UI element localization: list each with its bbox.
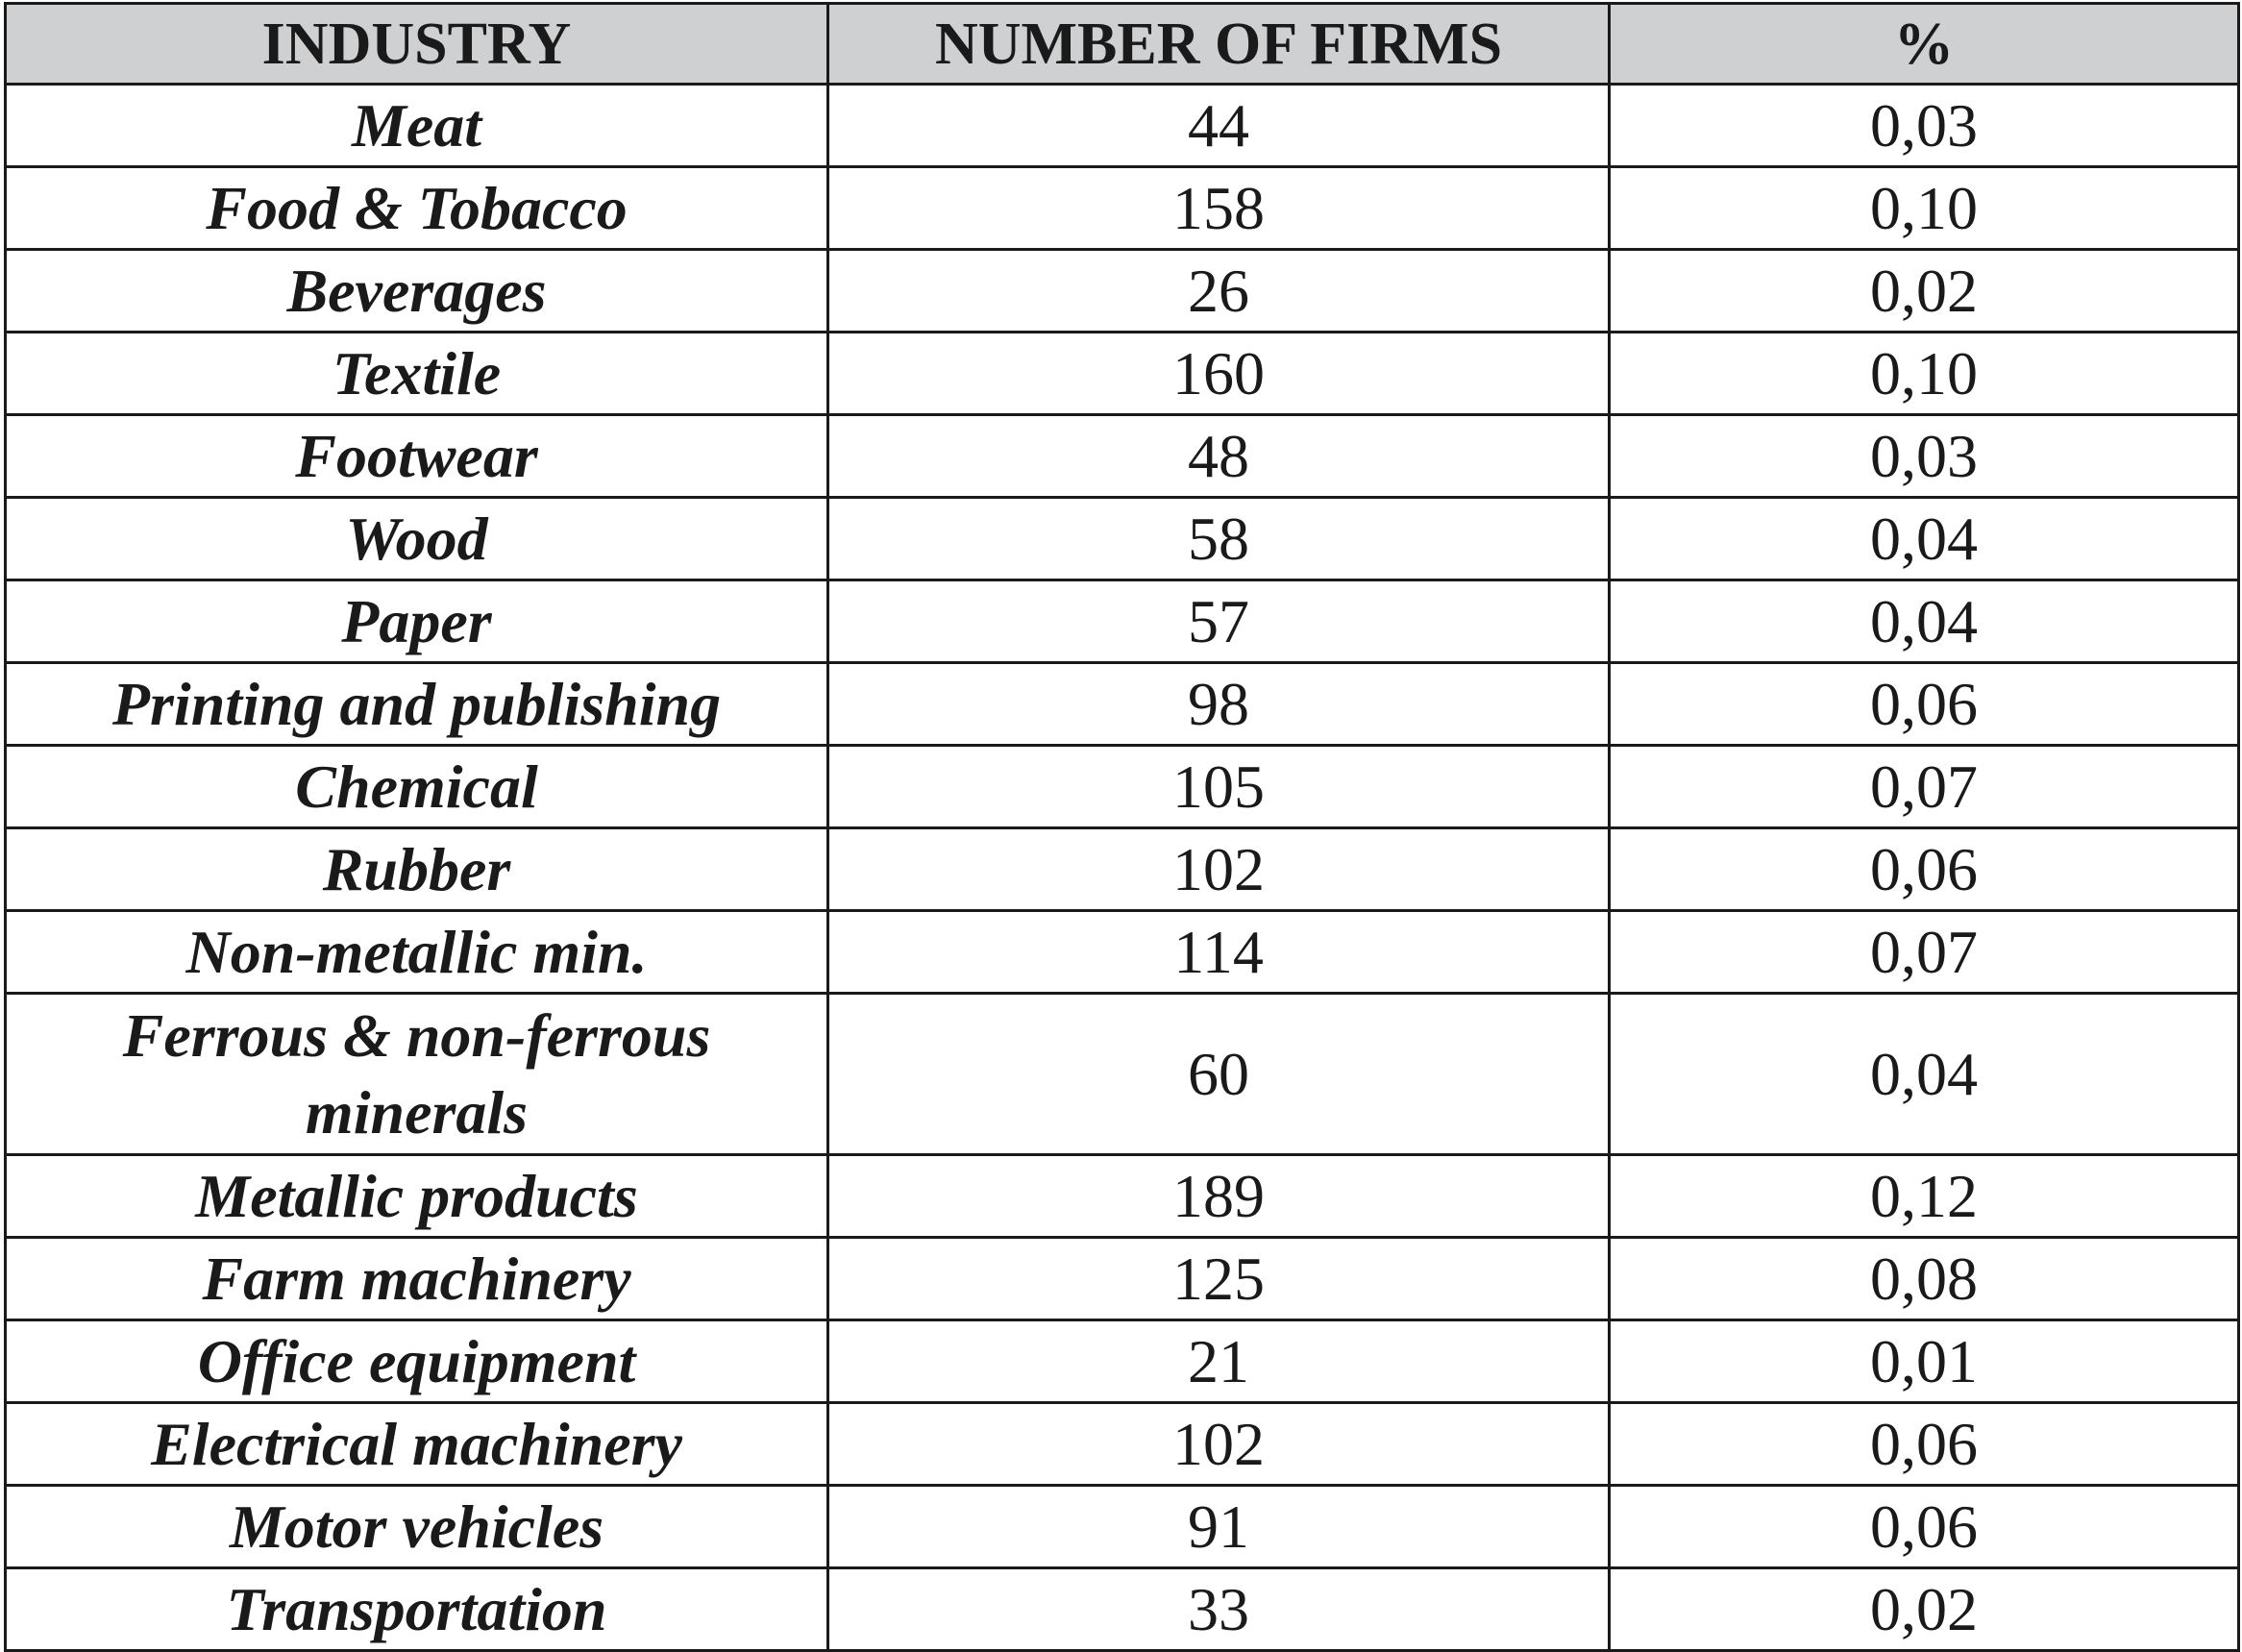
industry-cell: Chemical [6, 746, 828, 828]
firms-cell: 125 [828, 1238, 1610, 1320]
percent-cell: 0,10 [1610, 167, 2239, 250]
industry-cell: Beverages [6, 250, 828, 333]
header-number-of-firms: NUMBER OF FIRMS [828, 4, 1610, 85]
percent-cell: 0,02 [1610, 250, 2239, 333]
firms-cell: 33 [828, 1568, 1610, 1651]
percent-cell: 0,12 [1610, 1155, 2239, 1238]
table-row [6, 1320, 2239, 1403]
table-row [6, 333, 2239, 415]
firms-cell: 48 [828, 415, 1610, 498]
percent-cell: 0,07 [1610, 746, 2239, 828]
industry-cell: Rubber [6, 828, 828, 911]
industry-cell: Paper [6, 580, 828, 663]
industry-cell: Non-metallic min. [6, 911, 828, 994]
table-row [6, 1155, 2239, 1238]
table-row [6, 911, 2239, 994]
percent-cell: 0,01 [1610, 1320, 2239, 1403]
percent-cell: 0,03 [1610, 415, 2239, 498]
percent-cell: 0,08 [1610, 1238, 2239, 1320]
industry-cell: Meat [6, 85, 828, 167]
percent-cell: 0,07 [1610, 911, 2239, 994]
industry-cell: Textile [6, 333, 828, 415]
header-industry: INDUSTRY [6, 4, 828, 85]
percent-cell: 0,06 [1610, 1403, 2239, 1486]
percent-cell: 0,03 [1610, 85, 2239, 167]
industry-cell: Footwear [6, 415, 828, 498]
industry-cell: Motor vehicles [6, 1486, 828, 1568]
table-header-row [6, 4, 2239, 85]
percent-cell: 0,04 [1610, 580, 2239, 663]
percent-cell: 0,06 [1610, 663, 2239, 746]
firms-cell: 58 [828, 498, 1610, 580]
header-percent: % [1610, 4, 2239, 85]
firms-cell: 114 [828, 911, 1610, 994]
firms-cell: 26 [828, 250, 1610, 333]
percent-cell: 0,10 [1610, 333, 2239, 415]
table-row [6, 415, 2239, 498]
industry-cell: Office equipment [6, 1320, 828, 1403]
percent-cell: 0,06 [1610, 1486, 2239, 1568]
industry-cell: Transportation [6, 1568, 828, 1651]
firms-cell: 102 [828, 1403, 1610, 1486]
table-row [6, 1486, 2239, 1568]
firms-cell: 60 [828, 994, 1610, 1155]
industry-cell: Wood [6, 498, 828, 580]
table-row [6, 85, 2239, 167]
industry-cell: Food & Tobacco [6, 167, 828, 250]
firms-cell: 57 [828, 580, 1610, 663]
firms-cell: 98 [828, 663, 1610, 746]
table-row [6, 828, 2239, 911]
firms-cell: 160 [828, 333, 1610, 415]
table-row [6, 498, 2239, 580]
table-row [6, 1568, 2239, 1651]
table-row [6, 746, 2239, 828]
industry-cell: Metallic products [6, 1155, 828, 1238]
percent-cell: 0,02 [1610, 1568, 2239, 1651]
table-row [6, 580, 2239, 663]
table-row [6, 1238, 2239, 1320]
firms-cell: 189 [828, 1155, 1610, 1238]
percent-cell: 0,04 [1610, 994, 2239, 1155]
industry-cell: Electrical machinery [6, 1403, 828, 1486]
industry-cell: Ferrous & non-ferrous minerals [6, 994, 828, 1155]
industry-cell: Printing and publishing [6, 663, 828, 746]
firms-cell: 21 [828, 1320, 1610, 1403]
table-row [6, 167, 2239, 250]
table-row [6, 994, 2239, 1155]
firms-cell: 44 [828, 85, 1610, 167]
industry-cell: Farm machinery [6, 1238, 828, 1320]
industry-firms-table [4, 2, 2240, 1652]
firms-cell: 105 [828, 746, 1610, 828]
table-row [6, 250, 2239, 333]
firms-cell: 91 [828, 1486, 1610, 1568]
firms-cell: 158 [828, 167, 1610, 250]
firms-cell: 102 [828, 828, 1610, 911]
percent-cell: 0,06 [1610, 828, 2239, 911]
table-body [6, 85, 2239, 1651]
percent-cell: 0,04 [1610, 498, 2239, 580]
table-row [6, 1403, 2239, 1486]
table-row [6, 663, 2239, 746]
